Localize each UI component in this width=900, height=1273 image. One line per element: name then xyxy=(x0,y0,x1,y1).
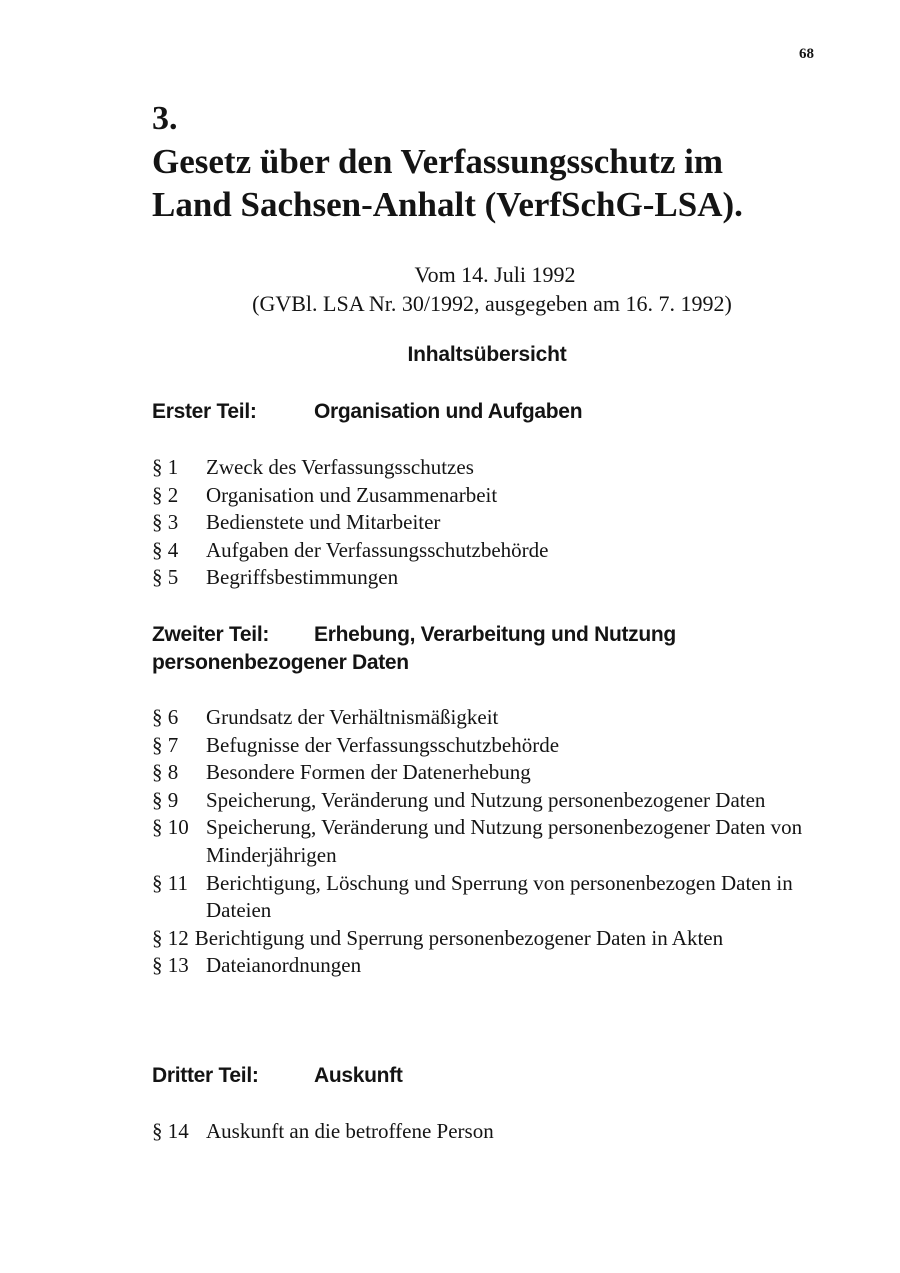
section-title: Speicherung, Veränderung und Nutzung personenbezogener Daten von Minderjährigen xyxy=(206,815,803,867)
section-title: Bedienstete und Mitarbeiter xyxy=(206,510,441,535)
section-number: § 6 xyxy=(152,705,179,729)
page-number: 68 xyxy=(799,46,814,62)
toc-item xyxy=(152,925,842,953)
section-number: § 10 xyxy=(152,815,189,840)
toc-item xyxy=(152,787,842,815)
document-title-line: Gesetz über den Verfassungsschutz im xyxy=(152,142,724,181)
document-title xyxy=(152,140,852,226)
toc-item xyxy=(152,759,842,787)
toc-item xyxy=(152,870,842,925)
part-heading xyxy=(152,1062,852,1090)
toc-list xyxy=(152,1118,842,1146)
section-title: Besondere Formen der Datenerhebung xyxy=(206,760,531,785)
part-label: Dritter Teil: xyxy=(152,1064,259,1087)
toc-item xyxy=(152,454,842,482)
section-title: Berichtigung und Sperrung personenbezogener Daten in Akten xyxy=(194,925,724,950)
toc-item xyxy=(152,732,842,760)
document-title-line: Land Sachsen-Anhalt (VerfSchG-LSA). xyxy=(152,185,743,224)
section-number: § 2 xyxy=(152,482,179,507)
gazette-reference: (GVBl. LSA Nr. 30/1992, ausgegeben am 16. 7. 1992) xyxy=(252,291,732,316)
section-number: § 8 xyxy=(152,760,179,785)
section-title: Speicherung, Veränderung und Nutzung personenbezogener Daten xyxy=(206,787,766,812)
publication-info xyxy=(152,260,832,318)
section-number: § 7 xyxy=(152,732,179,757)
document-number: 3. xyxy=(152,100,178,137)
toc-heading: Inhaltsübersicht xyxy=(407,343,567,366)
section-title: Auskunft an die betroffene Person xyxy=(206,1119,494,1143)
section-title: Begriffsbestimmungen xyxy=(206,565,399,590)
section-number: § 14 xyxy=(152,1119,189,1143)
part-title-continued: personenbezogener Daten xyxy=(152,651,409,674)
part-title: Organisation und Aufgaben xyxy=(314,400,583,423)
section-title: Organisation und Zusammenarbeit xyxy=(206,482,498,507)
toc-item xyxy=(152,537,842,565)
enactment-date: Vom 14. Juli 1992 xyxy=(414,262,576,287)
section-number: § 1 xyxy=(152,455,179,479)
toc-item xyxy=(152,509,842,537)
toc-list xyxy=(152,704,842,980)
toc-item xyxy=(152,1118,842,1146)
part-title: Erhebung, Verarbeitung und Nutzung xyxy=(314,623,676,646)
section-title: Zweck des Verfassungsschutzes xyxy=(206,455,474,479)
section-title: Dateianordnungen xyxy=(206,953,362,978)
toc-item xyxy=(152,952,842,980)
part-title: Auskunft xyxy=(314,1064,403,1087)
toc-list xyxy=(152,454,842,592)
toc-item xyxy=(152,482,842,510)
section-title: Berichtigung, Löschung und Sperrung von personenbezogen Daten in Dateien xyxy=(206,870,793,923)
section-title: Befugnisse der Verfassungsschutzbehörde xyxy=(206,732,560,757)
section-number: § 5 xyxy=(152,565,179,590)
part-heading xyxy=(152,621,852,677)
section-number: § 11 xyxy=(152,870,188,895)
section-number: § 12 xyxy=(152,925,189,950)
toc-item xyxy=(152,564,842,592)
toc-item xyxy=(152,704,842,732)
section-title: Aufgaben der Verfassungsschutzbehörde xyxy=(206,537,549,562)
section-number: § 4 xyxy=(152,537,179,562)
section-number: § 3 xyxy=(152,510,179,535)
part-label: Zweiter Teil: xyxy=(152,623,270,646)
section-number: § 13 xyxy=(152,953,189,978)
section-number: § 9 xyxy=(152,787,179,812)
section-title: Grundsatz der Verhältnismäßigkeit xyxy=(206,705,499,729)
part-heading xyxy=(152,398,852,426)
part-label: Erster Teil: xyxy=(152,400,257,423)
toc-item xyxy=(152,814,842,869)
